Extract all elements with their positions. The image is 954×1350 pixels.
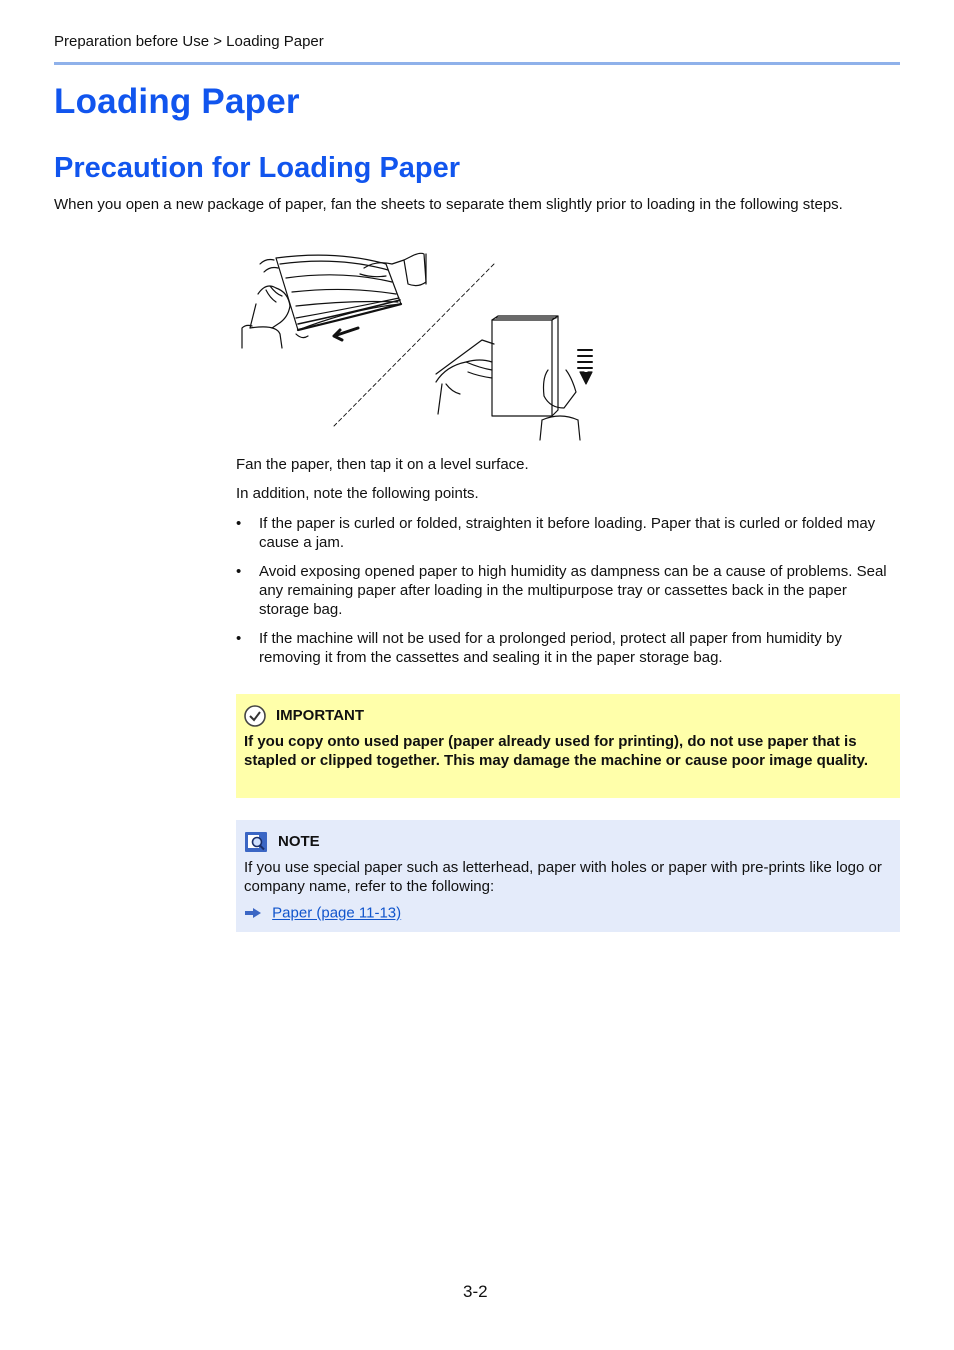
page-number: 3-2 — [463, 1282, 488, 1301]
note-callout — [236, 820, 900, 932]
note-magnifier-icon — [244, 831, 268, 853]
section-heading: Precaution for Loading Paper — [54, 152, 461, 184]
paper-page-link[interactable]: Paper (page 11-13) — [272, 904, 402, 922]
note-title: NOTE — [278, 833, 320, 850]
page-title: Loading Paper — [54, 82, 300, 121]
arrow-right-icon — [244, 907, 262, 919]
breadcrumb: Preparation before Use > Loading Paper — [54, 33, 324, 50]
list-item — [236, 629, 900, 667]
fanning-paper-illustration — [236, 244, 616, 444]
list-item — [236, 562, 900, 619]
intro-paragraph: When you open a new package of paper, fan the sheets to separate them slightly prior to loading in the following steps. — [54, 196, 843, 213]
additional-points-intro: In addition, note the following points. — [236, 485, 479, 502]
list-item-text: If the machine will not be used for a prolonged period, protect all paper from humidity by removing it from the cassettes and sealing it in the paper storage bag. — [259, 630, 842, 666]
note-reference — [244, 904, 401, 922]
important-callout — [236, 694, 900, 798]
important-text: If you copy onto used paper (paper already used for printing), do not use paper that is stapled or clipped together. This may damage the machine or cause poor image quality. — [244, 733, 869, 769]
header-divider — [54, 62, 900, 65]
bullet-marker: • — [236, 630, 242, 647]
note-text: If you use special paper such as letterhead, paper with holes or paper with pre-prints like logo or company name, refer to the following: — [244, 859, 882, 895]
checkmark-circle-icon — [244, 705, 266, 727]
list-item — [236, 514, 900, 552]
figure-caption: Fan the paper, then tap it on a level surface. — [236, 456, 529, 473]
precautions-list — [236, 514, 900, 677]
important-title: IMPORTANT — [276, 707, 365, 724]
bullet-marker: • — [236, 515, 242, 532]
bullet-marker: • — [236, 563, 242, 580]
list-item-text: If the paper is curled or folded, straighten it before loading. Paper that is curled or folded may cause a jam. — [259, 515, 876, 551]
list-item-text: Avoid exposing opened paper to high humidity as dampness can be a cause of problems. Seal any remaining paper after loading in the multipurpose tray or cassettes back in the paper storage bag. — [259, 563, 887, 618]
